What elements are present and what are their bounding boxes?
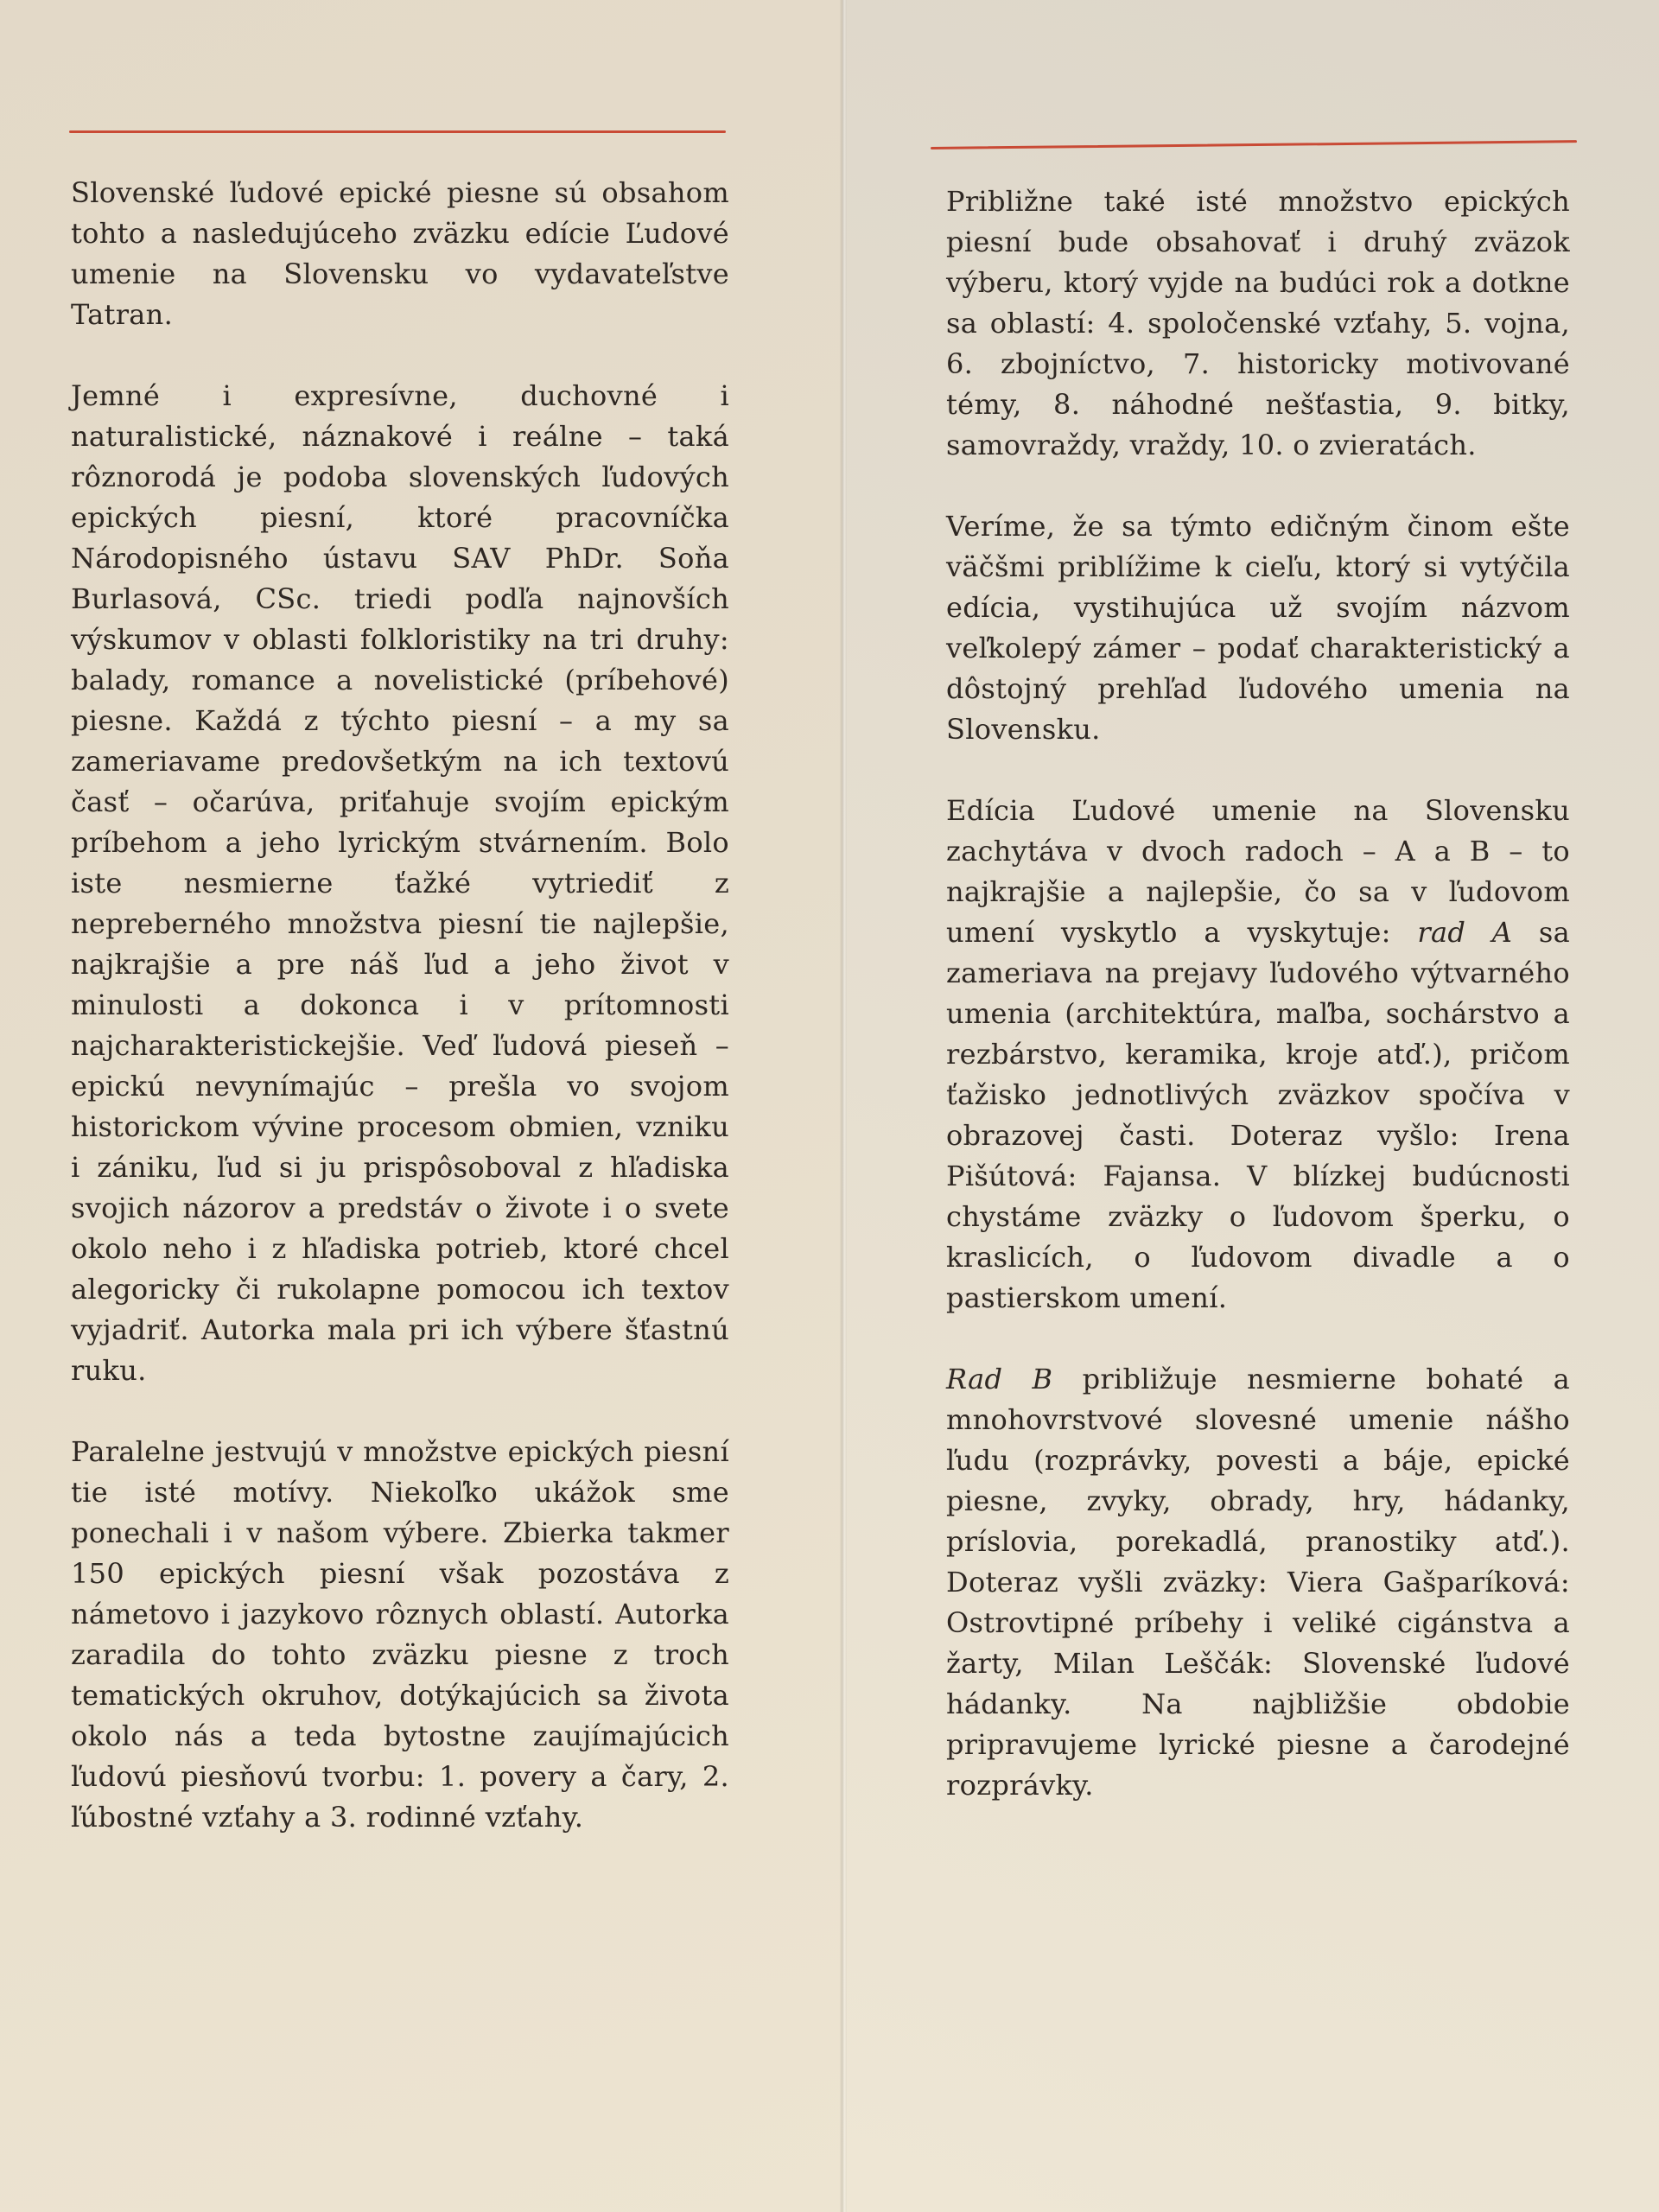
series-a-text-after: sa zameriava na prejavy ľudového výtvarného umenia (architektúra, maľba, sochárstvo a rezbárstvo, keramika, kroje atď.), pričom ťažisko jednotlivých zväzkov spočíva v obrazovej časti. Doteraz vyšlo: Irena Pišútová: Fajansa. V blízkej budúcnosti chystáme zväzky o ľudovom šperku, o kraslicích, o ľudovom divadle a o pastierskom umení. [946,916,1570,1314]
series-b-label: Rad B [946,1363,1053,1395]
left-text-column [71,173,729,1878]
page-fold [840,0,847,2212]
right-paragraph-series-a [946,791,1570,1319]
left-red-rule [69,130,726,133]
left-paragraph-motifs: Paralelne jestvujú v množstve epických piesní tie isté motívy. Niekoľko ukážok sme ponechali i v našom výbere. Zbierka takmer 150 epických piesní však pozostáva z námetovo i jazykovo rôznych oblastí. Autorka zaradila do tohto zväzku piesne z troch tematických okruhov, dotýkajúcich sa života okolo nás a teda bytostne zaujímajúcich ľudovú piesňovú tvorbu: 1. povery a čary, 2. ľúbostné vzťahy a 3. rodinné vzťahy. [71,1435,729,1834]
right-paragraph-series-b [946,1359,1570,1806]
series-a-label: rad A [1417,916,1513,949]
right-text-column [946,181,1570,1847]
series-b-text-after: približuje nesmierne bohaté a mnohovrstvové slovesné umenie nášho ľudu (rozprávky, povesti a báje, epické piesne, zvyky, obrady, hry, hádanky, príslovia, porekadlá, pranostiky atď.). Doteraz vyšli zväzky: Viera Gašparíková: Ostrovtipné príbehy i veliké cigánstva a žarty, Milan Leščák: Slovenské ľudové hádanky. Na najbližšie obdobie pripravujeme lyrické piesne a čarodejné rozprávky. [946,1363,1571,1802]
series-a-text-before: Edícia Ľudové umenie na Slovensku zachytáva v dvoch radoch – A a B – to najkrajšie a najlepšie, čo sa v ľudovom umení vyskytlo a vyskytuje: [946,794,1570,949]
right-paragraph-second-volume: Približne také isté množstvo epických piesní bude obsahovať i druhý zväzok výberu, ktorý vyjde na budúci rok a dotkne sa oblastí: 4. spoločenské vzťahy, 5. vojna, 6. zbojníctvo, 7. historicky motivované témy, 8. náhodné nešťastia, 9. bitky, samovraždy, vraždy, 10. o zvieratách. [946,185,1570,461]
left-paragraph-characterization: Jemné i expresívne, duchovné i naturalistické, náznakové i reálne – taká rôznorodá je podoba slovenských ľudových epických piesní, ktoré pracovníčka Národopisného ústavu SAV PhDr. Soňa Burlasová, CSc. triedi podľa najnovších výskumov v oblasti folkloristiky na tri druhy: balady, romance a novelistické (príbehové) piesne. Každá z týchto piesní – a my sa zameriavame predovšetkým na ich textovú časť – očarúva, priťahuje svojím epickým príbehom a jeho lyrickým stvárnením. Bolo iste nesmierne ťažké vytriediť z nepreberného množstva piesní tie najlepšie, najkrajšie a pre náš ľud a jeho život v minulosti a dokonca i v prítomnosti najcharakteristickejšie. Veď ľudová pieseň – epickú nevynímajúc – prešla vo svojom historickom vývine procesom obmien, vzniku i zániku, ľud si ju prispôsoboval z hľadiska svojich názorov a predstáv o živote i o svete okolo neho i z hľadiska potrieb, ktoré chcel alegoricky či rukolapne pomocou ich textov vyjadriť. Autorka mala pri ich výbere šťastnú ruku. [71,379,729,1387]
right-red-rule [931,140,1577,149]
right-page [842,0,1659,2212]
right-paragraph-edition-goal: Veríme, že sa týmto edičným činom ešte väčšmi priblížime k cieľu, ktorý si vytýčila edícia, vystihujúca už svojím názvom veľkolepý zámer – podať charakteristický a dôstojný prehľad ľudového umenia na Slovensku. [946,510,1570,746]
left-paragraph-intro: Slovenské ľudové epické piesne sú obsahom tohto a nasledujúceho zväzku edície Ľudové umenie na Slovensku vo vydavateľstve Tatran. [71,176,729,331]
